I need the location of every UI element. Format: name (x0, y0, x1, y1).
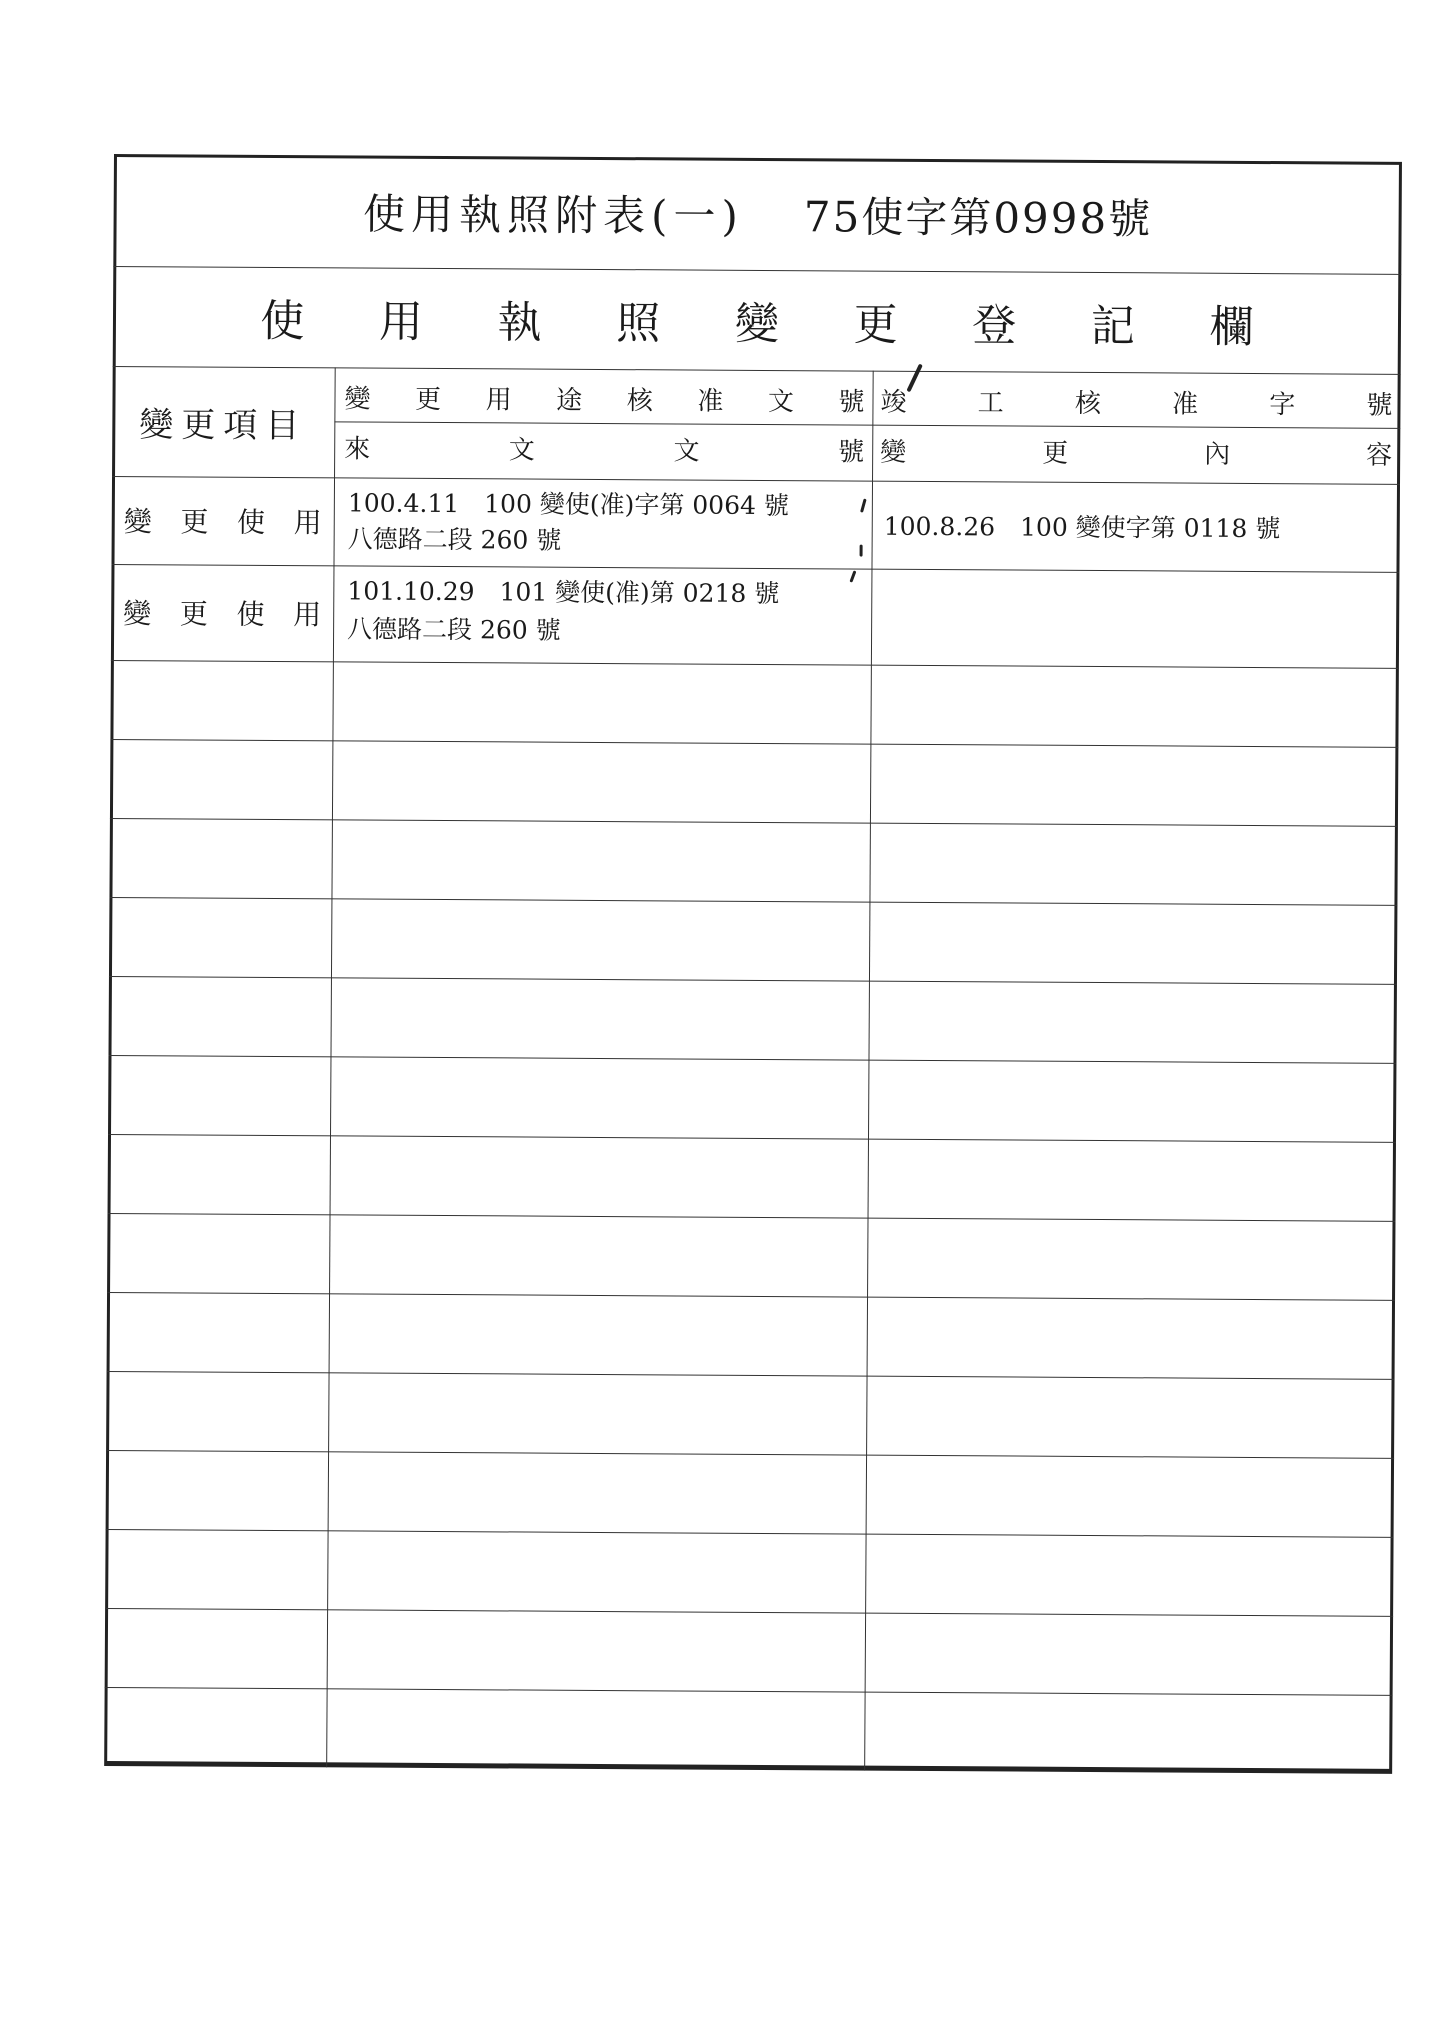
row2-address: 八德路二段 260 號 (347, 614, 561, 645)
section-title: 使 用 執 照 變 更 登 記 欄 (260, 295, 1254, 353)
pen-mark (860, 545, 863, 557)
header-change-item: 變更項目 (139, 404, 308, 446)
form-title (113, 154, 1402, 274)
row1-address: 八德路二段 260 號 (347, 524, 562, 555)
title-main: 使用執照附表(一) (362, 189, 744, 241)
row1-use-change-line1: 100.4.11 100 變使(准)字第 0064 號 (347, 488, 789, 521)
header-completion: 竣 工 核 准 字 號 (880, 387, 1393, 421)
header-incoming-doc: 來 文 文 號 (344, 433, 865, 468)
license-form (104, 154, 1402, 1774)
row2-change-item: 變 更 使 用 (123, 597, 322, 632)
title-license-number: 75使字第0998號 (803, 192, 1153, 244)
row1-change-item: 變 更 使 用 (123, 505, 322, 540)
row2-use-change-line1: 101.10.29 101 變使(准)第 0218 號 (347, 576, 780, 609)
row1-completion: 100.8.26 100 變使字第 0118 號 (883, 511, 1281, 544)
header-change-content: 變 更 內 容 (880, 437, 1393, 471)
header-use-change: 變 更 用 途 核 准 文 號 (344, 383, 865, 418)
